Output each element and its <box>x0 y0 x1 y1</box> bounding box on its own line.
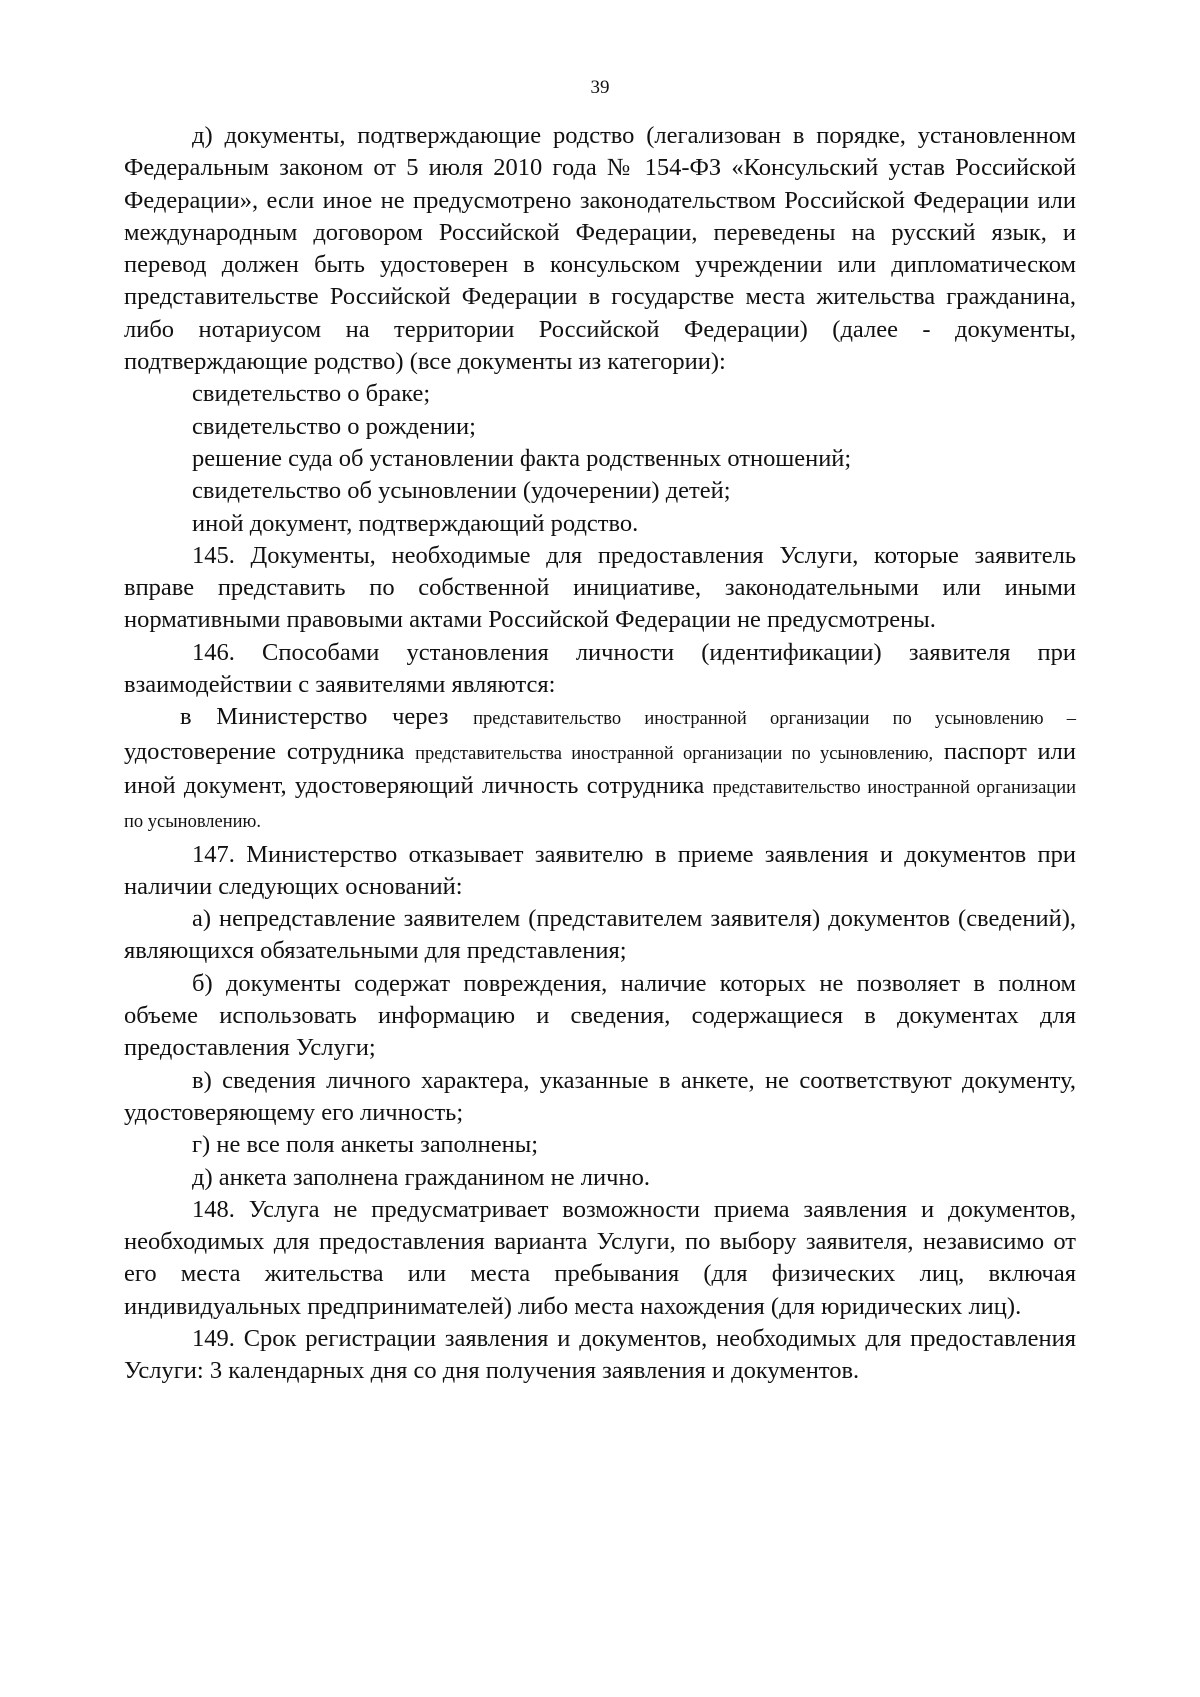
paragraph-documents-kinship: д) документы, подтверждающие родство (легализован в порядке, установленном Федеральным законом от 5 июля 2010 года № 154-ФЗ «Консульский устав Российской Федерации», если иное не предусмотрено законодательством Российской Федерации или международным договором Российской Федерации, переведены на русский язык, и перевод должен быть удостоверен в консульском учреждении или дипломатическом представительстве Российской Федерации в государстве места жительства гражданина, либо нотариусом на территории Российской Федерации) (далее - документы, подтверждающие родство) (все документы из категории): <box>124 122 1076 376</box>
paragraph-147-e: д) анкета заполнена гражданином не лично. <box>192 1163 650 1191</box>
paragraph-147-c: в) сведения личного характера, указанные в анкете, не соответствуют документу, удостоверяющему его личность; <box>124 1066 1076 1126</box>
paragraph-146-identification <box>124 701 1076 838</box>
text-span: удостоверение сотрудника <box>124 737 416 765</box>
text-span-small: представительство иностранной организации по усыновлению – <box>473 709 1077 730</box>
text-span-small: представительства иностранной организации по усыновлению, <box>415 743 934 764</box>
list-item-court-decision: решение суда об установлении факта родственных отношений; <box>192 444 852 472</box>
paragraph-148: 148. Услуга не предусматривает возможности приема заявления и документов, необходимых для предоставления варианта Услуги, по выбору заявителя, независимо от его места жительства или места пребывания (для физических лиц, включая индивидуальных предпринимателей) либо места нахождения (для юридических лиц). <box>124 1195 1076 1320</box>
paragraph-149: 149. Срок регистрации заявления и документов, необходимых для предоставления Услуги: 3 календарных дня со дня получения заявления и документов. <box>124 1324 1076 1385</box>
list-item-adoption-certificate: свидетельство об усыновлении (удочерении) детей; <box>192 477 731 505</box>
paragraph-145: 145. Документы, необходимые для предоставления Услуги, которые заявитель вправе представить по собственной инициативе, законодательными или иными нормативными правовыми актами Российской Федерации не предусмотрены. <box>124 541 1076 634</box>
paragraph-146: 146. Способами установления личности (идентификации) заявителя при взаимодействии с заявителями являются: <box>124 638 1076 699</box>
paragraph-147-b: б) документы содержат повреждения, наличие которых не позволяет в полном объеме использовать информацию и сведения, содержащиеся в документах для предоставления Услуги; <box>124 969 1076 1062</box>
list-item-birth-certificate: свидетельство о рождении; <box>192 412 476 440</box>
text-span: паспорт или иной документ, удостоверяющий личность сотрудника <box>124 737 1076 799</box>
list-item-marriage-certificate: свидетельство о браке; <box>192 380 431 408</box>
list-item-other-document: иной документ, подтверждающий родство. <box>192 509 639 537</box>
page-number: 39 <box>590 77 610 98</box>
paragraph-147: 147. Министерство отказывает заявителю в приеме заявления и документов при наличии следующих оснований: <box>124 840 1076 900</box>
document-body <box>124 120 1076 1388</box>
text-span-small: представительство иностранной организации по усыновлению. <box>124 777 1076 833</box>
text-span: в Министерство через <box>180 703 474 731</box>
paragraph-147-d: г) не все поля анкеты заполнены; <box>192 1131 539 1159</box>
paragraph-147-a: а) непредставление заявителем (представителем заявителя) документов (сведений), являющихся обязательными для представления; <box>124 905 1076 965</box>
